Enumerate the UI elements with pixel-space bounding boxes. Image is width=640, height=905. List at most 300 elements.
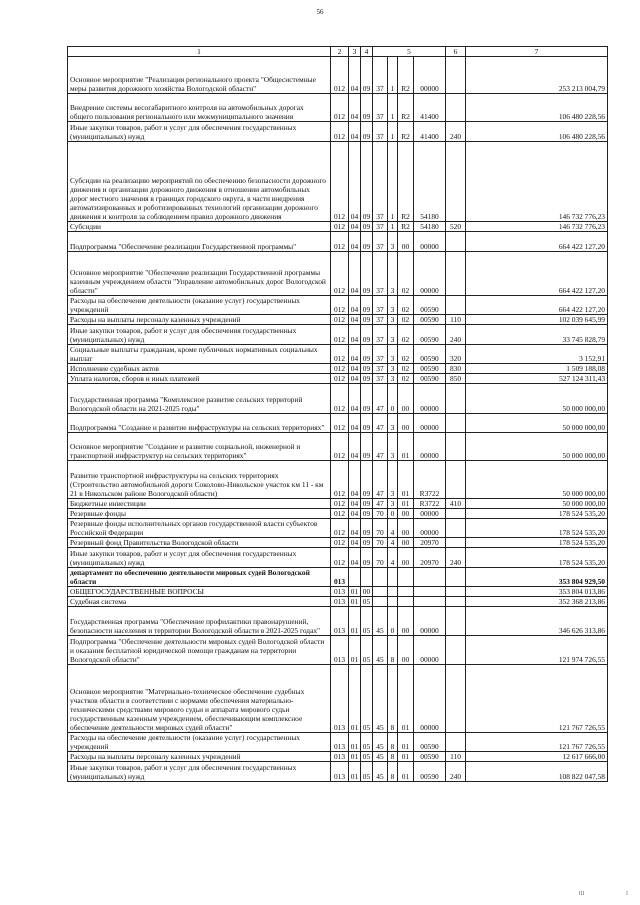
row-expense-type [446,296,466,315]
row-expense-type [446,384,466,414]
row-expense-type [446,252,466,296]
table-row [68,345,608,364]
row-name: ОБЩЕГОСУДАРСТВЕННЫЕ ВОПРОСЫ [68,587,331,597]
header-col-5: 5 [373,47,446,57]
header-col-7: 7 [466,47,608,57]
row-code-measure: 02 [398,345,414,364]
row-code-subprogram: 8 [388,733,398,752]
row-subsection: 05 [361,636,373,665]
row-expense-type [446,733,466,752]
row-subsection: 09 [361,414,373,433]
row-expense-type: 240 [446,325,466,345]
header-col-2: 2 [331,47,349,57]
row-grbs: 012 [331,222,349,232]
row-expense-type [446,665,466,733]
row-section: 04 [349,345,361,364]
table-row [68,315,608,325]
row-grbs: 013 [331,752,349,762]
row-code-direction: 00590 [414,364,446,374]
table-row [68,568,608,587]
header-col-4: 4 [361,47,373,57]
row-code-subprogram [388,587,398,597]
row-name: Иные закупки товаров, работ и услуг для обеспечения государственных (муниципальных) нужд [68,548,331,568]
row-code-subprogram: 3 [388,461,398,499]
row-code-program: 47 [373,384,388,414]
row-expense-type [446,142,466,222]
row-expense-type [446,57,466,94]
row-expense-type: 320 [446,345,466,364]
row-code-direction [414,568,446,587]
row-grbs: 013 [331,568,349,587]
row-expense-type [446,607,466,636]
table-row [68,296,608,315]
row-amount: 33 745 828,79 [466,325,608,345]
table-row [68,232,608,252]
row-expense-type: 240 [446,762,466,782]
row-code-measure: R2 [398,57,414,94]
row-expense-type [446,232,466,252]
row-code-direction: 00000 [414,57,446,94]
header-row [68,47,608,57]
budget-table [67,46,608,782]
row-code-program: 70 [373,519,388,538]
table-row [68,587,608,597]
row-code-measure: 02 [398,315,414,325]
row-section: 01 [349,587,361,597]
row-code-direction: 00000 [414,519,446,538]
row-code-direction: 00000 [414,665,446,733]
row-code-subprogram: 1 [388,57,398,94]
row-code-subprogram: 3 [388,364,398,374]
row-code-subprogram: 1 [388,142,398,222]
row-code-measure: 01 [398,433,414,461]
row-code-direction [414,587,446,597]
row-code-direction [414,597,446,607]
row-amount: 50 000 000,00 [466,499,608,509]
row-amount: 664 422 127,20 [466,252,608,296]
row-code-subprogram: 3 [388,252,398,296]
row-code-direction: 20970 [414,538,446,548]
row-code-measure: 01 [398,461,414,499]
row-code-direction: 00590 [414,296,446,315]
row-section: 01 [349,733,361,752]
row-code-measure: R2 [398,122,414,142]
row-code-direction: 20970 [414,548,446,568]
row-section: 01 [349,597,361,607]
row-code-program: 45 [373,762,388,782]
row-subsection: 09 [361,94,373,122]
row-name: Судебная система [68,597,331,607]
row-code-program: 37 [373,296,388,315]
table-row [68,762,608,782]
row-name: Внедрение системы весогабаритного контроля на автомобильных дорогах общего пользования регионального или межмуниципального значения [68,94,331,122]
row-code-program: 37 [373,364,388,374]
row-expense-type: 240 [446,122,466,142]
row-grbs: 012 [331,252,349,296]
row-code-program: 37 [373,315,388,325]
row-subsection: 09 [361,296,373,315]
row-expense-type [446,538,466,548]
row-expense-type: 850 [446,374,466,384]
row-section: 04 [349,364,361,374]
row-section: 04 [349,509,361,519]
row-section: 04 [349,414,361,433]
row-subsection: 09 [361,538,373,548]
row-amount: 121 767 726,55 [466,665,608,733]
row-grbs: 012 [331,122,349,142]
row-subsection: 05 [361,733,373,752]
row-grbs: 012 [331,499,349,509]
table-row [68,597,608,607]
row-amount: 12 617 666,00 [466,752,608,762]
row-name: Иные закупки товаров, работ и услуг для обеспечения государственных (муниципальных) нужд [68,762,331,782]
row-section: 04 [349,232,361,252]
row-subsection: 05 [361,597,373,607]
row-amount: 178 524 535,20 [466,519,608,538]
row-expense-type: 110 [446,315,466,325]
row-code-measure: 00 [398,607,414,636]
row-expense-type [446,94,466,122]
table-row [68,94,608,122]
row-name: Подпрограмма "Обеспечение деятельности мировых судей Вологодской области и оказания бесплатной юридической помощи гражданам на территории Вологодской области" [68,636,331,665]
row-code-program: 37 [373,325,388,345]
row-code-subprogram: 8 [388,636,398,665]
row-code-direction: 00590 [414,345,446,364]
row-code-subprogram: 3 [388,232,398,252]
row-grbs: 013 [331,636,349,665]
row-section: 01 [349,665,361,733]
row-code-measure: 01 [398,665,414,733]
row-code-direction: 00000 [414,509,446,519]
row-subsection: 09 [361,222,373,232]
row-expense-type: 410 [446,499,466,509]
row-code-subprogram: 1 [388,222,398,232]
row-code-measure: 00 [398,548,414,568]
row-expense-type [446,636,466,665]
row-code-measure: 00 [398,414,414,433]
row-section: 04 [349,384,361,414]
table-row [68,752,608,762]
row-code-measure: 02 [398,325,414,345]
row-grbs: 012 [331,384,349,414]
row-subsection: 09 [361,374,373,384]
row-grbs: 012 [331,325,349,345]
row-code-direction: 00590 [414,315,446,325]
row-code-program: 47 [373,499,388,509]
row-code-subprogram: 8 [388,762,398,782]
row-amount: 50 000 000,00 [466,461,608,499]
row-expense-type [446,519,466,538]
row-code-measure: 01 [398,733,414,752]
row-name: Уплата налогов, сборов и иных платежей [68,374,331,384]
row-expense-type: 830 [446,364,466,374]
row-expense-type: 110 [446,752,466,762]
row-expense-type [446,568,466,587]
row-code-program: 45 [373,752,388,762]
table-row [68,665,608,733]
row-expense-type [446,597,466,607]
row-subsection: 09 [361,499,373,509]
row-code-direction: 00000 [414,252,446,296]
row-code-program: 45 [373,665,388,733]
row-grbs: 013 [331,607,349,636]
row-grbs: 013 [331,733,349,752]
row-code-program: 37 [373,232,388,252]
page-number: 56 [316,8,324,16]
row-name: Подпрограмма "Обеспечение реализации Государственной программы" [68,232,331,252]
row-section: 04 [349,538,361,548]
table-row [68,384,608,414]
row-name: Основное мероприятие "Создание и развитие социальной, инженерной и транспортной инфраструктур на сельских территориях" [68,433,331,461]
row-section: 04 [349,461,361,499]
row-name: Основное мероприятие "Реализация регионального проекта "Общесистемные меры развития дорожного хозяйства Вологодской области" [68,57,331,94]
row-section: 04 [349,374,361,384]
row-code-program [373,568,388,587]
row-amount: 50 000 000,00 [466,433,608,461]
row-code-program: 37 [373,374,388,384]
row-code-direction: 00000 [414,607,446,636]
row-code-subprogram [388,597,398,607]
row-section: 04 [349,519,361,538]
row-code-measure: 01 [398,499,414,509]
row-code-measure: 00 [398,538,414,548]
row-grbs: 012 [331,548,349,568]
row-code-direction: 54180 [414,222,446,232]
row-expense-type: 240 [446,548,466,568]
row-name: Иные закупки товаров, работ и услуг для обеспечения государственных (муниципальных) нужд [68,325,331,345]
row-code-direction: 00590 [414,733,446,752]
row-code-program: 45 [373,636,388,665]
row-code-direction: R3722 [414,461,446,499]
header-col-6: 6 [446,47,466,57]
row-subsection: 05 [361,762,373,782]
row-name: Подпрограмма "Создание и развитие инфраструктуры на сельских территориях" [68,414,331,433]
row-code-subprogram: 3 [388,499,398,509]
row-code-direction: 54180 [414,142,446,222]
row-name: Резервные фонды исполнительных органов государственной власти субъектов Российской Федерации [68,519,331,538]
row-name: Развитие транспортной инфраструктуры на сельских территориях (Строительство автомобильной дороги Соколово-Никольское участок км 11 - км 21 в Никольском районе Вологодской области) [68,461,331,499]
row-section: 04 [349,94,361,122]
row-code-direction: 41400 [414,122,446,142]
row-expense-type [446,587,466,597]
row-code-measure [398,597,414,607]
row-code-subprogram: 4 [388,519,398,538]
row-code-program: 45 [373,607,388,636]
row-subsection: 09 [361,252,373,296]
row-section: 04 [349,122,361,142]
row-amount: 50 000 000,00 [466,384,608,414]
row-grbs: 012 [331,296,349,315]
footer-mark-2: I [626,891,628,897]
row-expense-type [446,414,466,433]
row-grbs: 013 [331,762,349,782]
row-subsection: 09 [361,433,373,461]
row-grbs: 012 [331,433,349,461]
row-code-direction: 00000 [414,433,446,461]
table-row [68,364,608,374]
row-code-measure [398,587,414,597]
row-subsection: 09 [361,384,373,414]
row-expense-type [446,433,466,461]
row-code-measure: 02 [398,364,414,374]
footer-marks [539,891,629,897]
row-name: Резервный фонд Правительства Вологодской области [68,538,331,548]
row-name: Расходы на выплаты персоналу казенных учреждений [68,315,331,325]
row-subsection: 09 [361,461,373,499]
row-amount: 146 732 776,23 [466,222,608,232]
row-amount: 664 422 127,20 [466,296,608,315]
row-amount: 146 732 776,23 [466,142,608,222]
row-grbs: 012 [331,94,349,122]
row-section: 04 [349,252,361,296]
row-grbs: 012 [331,509,349,519]
row-code-program: 70 [373,509,388,519]
row-code-program: 70 [373,548,388,568]
row-grbs: 012 [331,142,349,222]
row-subsection: 09 [361,345,373,364]
row-amount: 353 804 013,86 [466,587,608,597]
row-subsection: 09 [361,509,373,519]
row-name: Иные закупки товаров, работ и услуг для обеспечения государственных (муниципальных) нужд [68,122,331,142]
table-row [68,461,608,499]
row-grbs: 012 [331,519,349,538]
table-row [68,252,608,296]
row-code-direction: 00590 [414,325,446,345]
row-grbs: 012 [331,232,349,252]
row-code-subprogram: 3 [388,296,398,315]
row-subsection: 09 [361,232,373,252]
row-name: Субсидии на реализацию мероприятий по обеспечению безопасности дорожного движения и организации дорожного движения в отношении автомобильных дорог местного значения в границах городского округа, в части внедрения автоматизированных и роботизированных технологий организации дорожного движения и контроля за соблюдением правил дорожного движения [68,142,331,222]
row-code-measure: 00 [398,232,414,252]
row-grbs: 012 [331,538,349,548]
row-code-direction: 00590 [414,752,446,762]
row-code-measure: 00 [398,384,414,414]
table-row [68,538,608,548]
row-name: Государственная программа "Комплексное развитие сельских территорий Вологодской области на 2021-2025 годы" [68,384,331,414]
row-subsection: 05 [361,607,373,636]
footer-mark-1: III [578,891,585,897]
row-subsection: 05 [361,665,373,733]
row-code-subprogram: 3 [388,374,398,384]
table-row [68,509,608,519]
table-row [68,548,608,568]
table-row [68,499,608,509]
row-grbs: 013 [331,597,349,607]
row-subsection: 09 [361,519,373,538]
table-row [68,122,608,142]
row-amount: 106 480 228,56 [466,122,608,142]
row-name: Субсидии [68,222,331,232]
row-subsection: 09 [361,122,373,142]
row-expense-type [446,461,466,499]
row-code-program: 37 [373,142,388,222]
row-code-program: 37 [373,57,388,94]
row-grbs: 012 [331,374,349,384]
row-name: Резервные фонды [68,509,331,519]
row-code-direction: 00590 [414,374,446,384]
row-name: Бюджетные инвестиции [68,499,331,509]
row-code-measure: 01 [398,752,414,762]
row-amount: 106 480 228,56 [466,94,608,122]
row-code-subprogram: 4 [388,548,398,568]
row-grbs: 012 [331,364,349,374]
table-row [68,222,608,232]
row-code-measure: 02 [398,296,414,315]
row-amount: 178 524 535,20 [466,548,608,568]
row-subsection: 05 [361,752,373,762]
row-section: 04 [349,499,361,509]
row-code-subprogram: 3 [388,325,398,345]
row-grbs: 012 [331,461,349,499]
row-amount: 102 039 645,99 [466,315,608,325]
row-grbs: 013 [331,587,349,597]
table-row [68,607,608,636]
row-code-program [373,597,388,607]
row-amount: 121 767 726,55 [466,733,608,752]
row-code-program [373,587,388,597]
row-code-subprogram: 0 [388,509,398,519]
row-amount: 353 804 929,50 [466,568,608,587]
row-subsection: 00 [361,587,373,597]
row-grbs: 013 [331,665,349,733]
row-amount: 664 422 127,20 [466,232,608,252]
row-name: Социальные выплаты гражданам, кроме публичных нормативных социальных выплат [68,345,331,364]
row-code-subprogram: 4 [388,538,398,548]
row-section: 04 [349,142,361,222]
row-section: 01 [349,636,361,665]
row-name: Основное мероприятие "Обеспечение реализации Государственной программы казенным учреждением области "Управление автомобильных дорог Вологодской области" [68,252,331,296]
row-section: 04 [349,315,361,325]
row-code-subprogram: 8 [388,752,398,762]
row-code-subprogram [388,568,398,587]
row-code-measure [398,568,414,587]
row-subsection [361,568,373,587]
row-amount: 50 000 000,00 [466,414,608,433]
row-code-program: 37 [373,252,388,296]
row-section: 04 [349,296,361,315]
row-amount: 108 822 047,58 [466,762,608,782]
row-expense-type: 520 [446,222,466,232]
row-subsection: 09 [361,142,373,222]
row-code-subprogram: 3 [388,433,398,461]
row-section: 01 [349,752,361,762]
table-row [68,433,608,461]
table-row [68,733,608,752]
row-code-measure: 00 [398,519,414,538]
row-amount: 121 974 726,55 [466,636,608,665]
row-code-direction: 41400 [414,94,446,122]
table-row [68,519,608,538]
row-amount: 352 368 213,86 [466,597,608,607]
row-code-subprogram: 0 [388,384,398,414]
row-section: 04 [349,57,361,94]
row-code-subprogram: 0 [388,607,398,636]
row-name: Государственная программа "Обеспечение профилактики правонарушений, безопасности населения и территории Вологодской области в 2021-2025 годах" [68,607,331,636]
row-name: Расходы на выплаты персоналу казенных учреждений [68,752,331,762]
row-code-program: 47 [373,461,388,499]
row-amount: 527 124 311,43 [466,374,608,384]
row-code-program: 45 [373,733,388,752]
row-section [349,568,361,587]
row-code-measure: 01 [398,762,414,782]
row-subsection: 09 [361,364,373,374]
row-code-direction: 00000 [414,414,446,433]
header-col-3: 3 [349,47,361,57]
row-code-direction: 00000 [414,636,446,665]
header-col-1: 1 [68,47,331,57]
row-amount: 346 626 313,86 [466,607,608,636]
row-grbs: 012 [331,57,349,94]
